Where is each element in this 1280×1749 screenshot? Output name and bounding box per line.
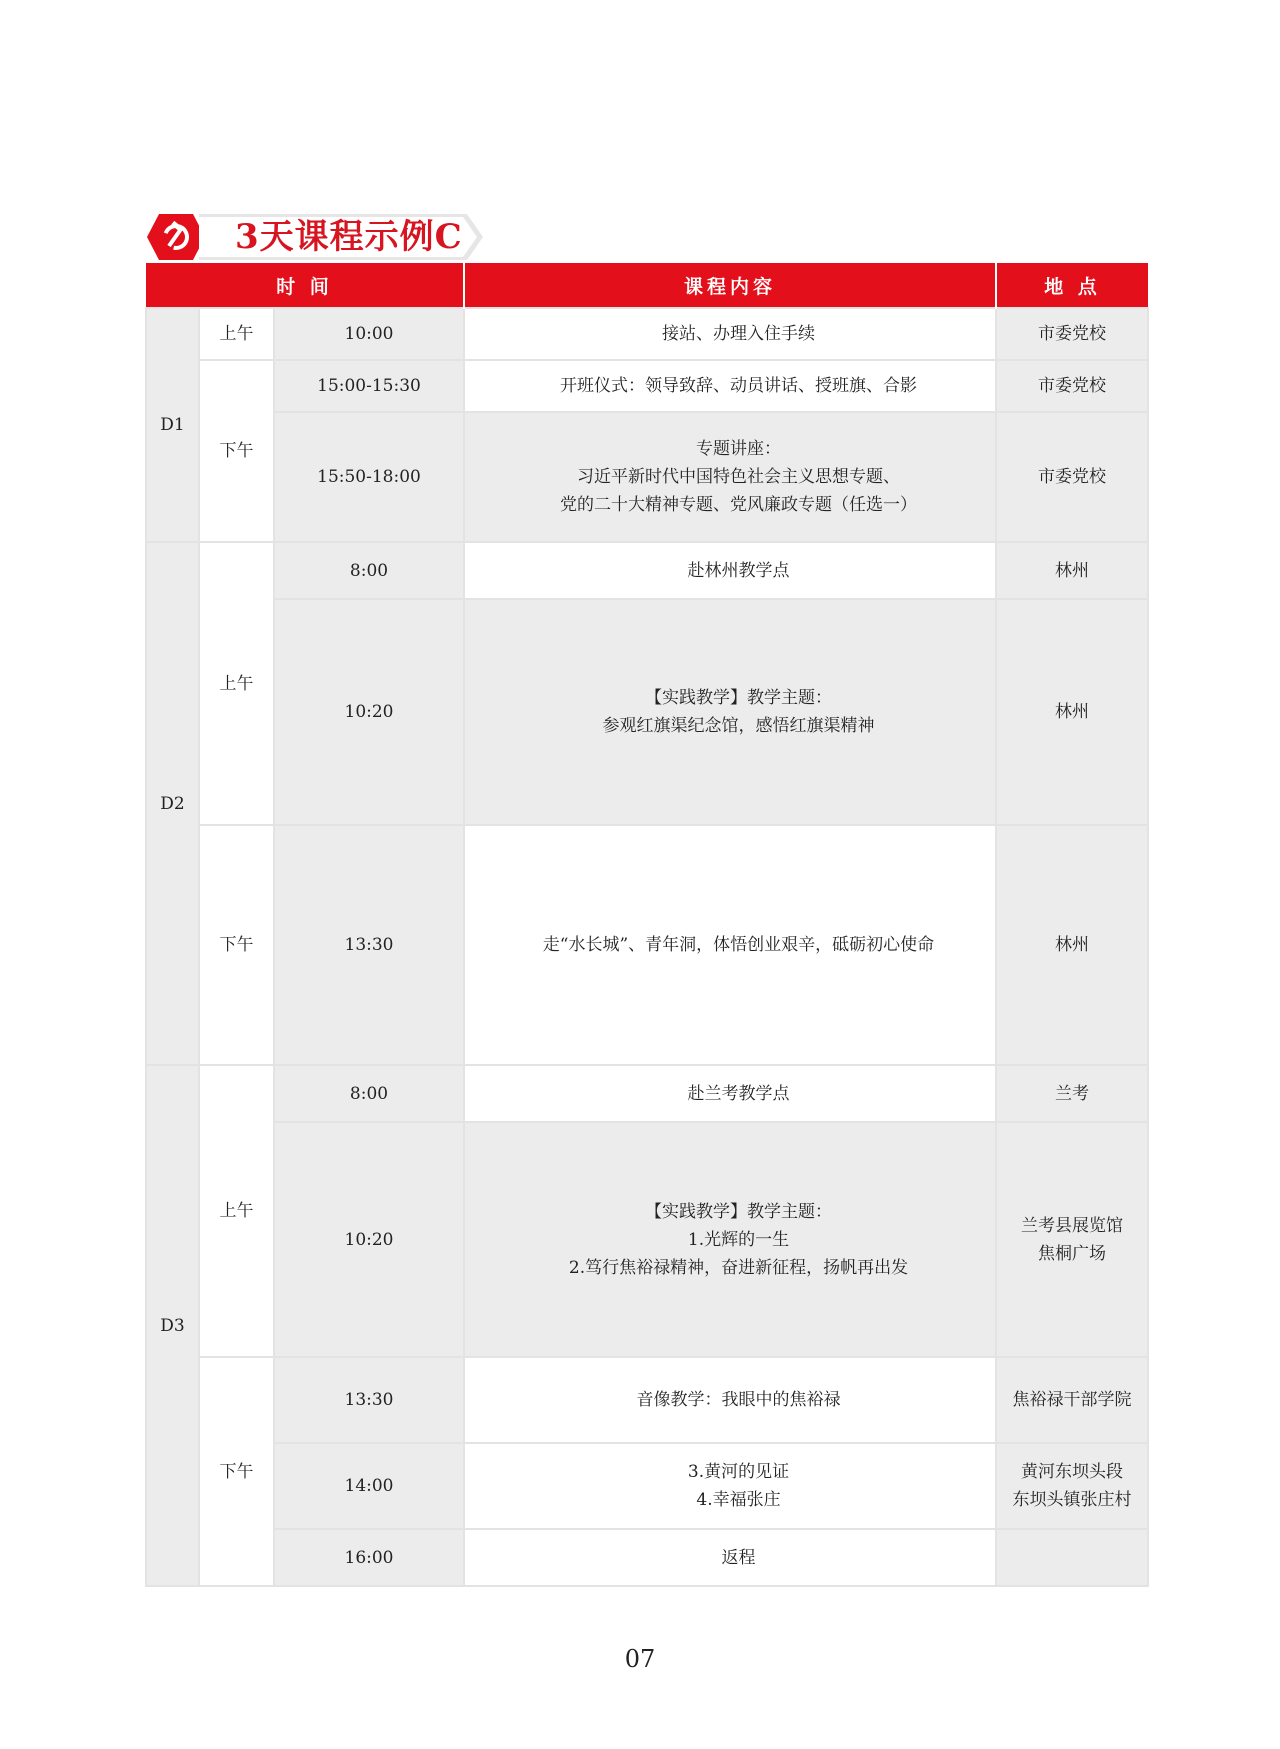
location-cell: 市委党校 <box>996 360 1148 412</box>
table-row <box>146 1122 1148 1357</box>
section-title: 3天课程示例C <box>235 217 463 257</box>
table-row <box>146 1529 1148 1586</box>
content-cell: 【实践教学】教学主题： 1.光辉的一生 2.笃行焦裕禄精神，奋进新征程，扬帆再出发 <box>464 1122 996 1357</box>
section-title-bar <box>145 212 485 262</box>
content-cell: 【实践教学】教学主题： 参观红旗渠纪念馆，感悟红旗渠精神 <box>464 599 996 825</box>
day-label: D3 <box>146 1065 199 1586</box>
location-cell: 林州 <box>996 542 1148 599</box>
time-cell: 10:00 <box>274 308 464 360</box>
header-time: 时 间 <box>146 263 464 308</box>
table-row <box>146 308 1148 360</box>
table-header-row <box>146 263 1148 308</box>
table-row <box>146 599 1148 825</box>
content-cell: 赴林州教学点 <box>464 542 996 599</box>
location-cell <box>996 1529 1148 1586</box>
table-row <box>146 542 1148 599</box>
content-cell: 赴兰考教学点 <box>464 1065 996 1122</box>
table-row <box>146 1357 1148 1443</box>
content-cell: 音像教学：我眼中的焦裕禄 <box>464 1357 996 1443</box>
content-cell: 开班仪式：领导致辞、动员讲话、授班旗、合影 <box>464 360 996 412</box>
schedule-table <box>145 263 1149 1587</box>
time-cell: 10:20 <box>274 1122 464 1357</box>
page-number: 07 <box>624 1645 656 1673</box>
location-cell: 兰考 <box>996 1065 1148 1122</box>
period-label: 下午 <box>199 360 274 542</box>
period-label: 下午 <box>199 1357 274 1586</box>
content-cell: 走“水长城”、青年洞，体悟创业艰辛，砥砺初心使命 <box>464 825 996 1065</box>
table-row <box>146 825 1148 1065</box>
time-cell: 13:30 <box>274 825 464 1065</box>
table-row <box>146 360 1148 412</box>
period-label: 上午 <box>199 1065 274 1357</box>
time-cell: 8:00 <box>274 1065 464 1122</box>
table-row <box>146 412 1148 542</box>
location-cell: 黄河东坝头段 东坝头镇张庄村 <box>996 1443 1148 1529</box>
hammer-sickle-icon <box>145 212 207 262</box>
content-cell: 3.黄河的见证 4.幸福张庄 <box>464 1443 996 1529</box>
content-cell: 专题讲座： 习近平新时代中国特色社会主义思想专题、 党的二十大精神专题、党风廉政专题（任选一） <box>464 412 996 542</box>
time-cell: 14:00 <box>274 1443 464 1529</box>
table-row <box>146 1065 1148 1122</box>
period-label: 下午 <box>199 825 274 1065</box>
content-cell: 返程 <box>464 1529 996 1586</box>
day-label: D1 <box>146 308 199 542</box>
header-location: 地 点 <box>996 263 1148 308</box>
time-cell: 16:00 <box>274 1529 464 1586</box>
location-cell: 林州 <box>996 599 1148 825</box>
location-cell: 兰考县展览馆 焦桐广场 <box>996 1122 1148 1357</box>
location-cell: 焦裕禄干部学院 <box>996 1357 1148 1443</box>
time-cell: 8:00 <box>274 542 464 599</box>
location-cell: 林州 <box>996 825 1148 1065</box>
period-label: 上午 <box>199 542 274 825</box>
location-cell: 市委党校 <box>996 412 1148 542</box>
day-label: D2 <box>146 542 199 1065</box>
header-content: 课程内容 <box>464 263 996 308</box>
time-cell: 13:30 <box>274 1357 464 1443</box>
period-label: 上午 <box>199 308 274 360</box>
location-cell: 市委党校 <box>996 308 1148 360</box>
time-cell: 10:20 <box>274 599 464 825</box>
time-cell: 15:00-15:30 <box>274 360 464 412</box>
table-row <box>146 1443 1148 1529</box>
content-cell: 接站、办理入住手续 <box>464 308 996 360</box>
time-cell: 15:50-18:00 <box>274 412 464 542</box>
